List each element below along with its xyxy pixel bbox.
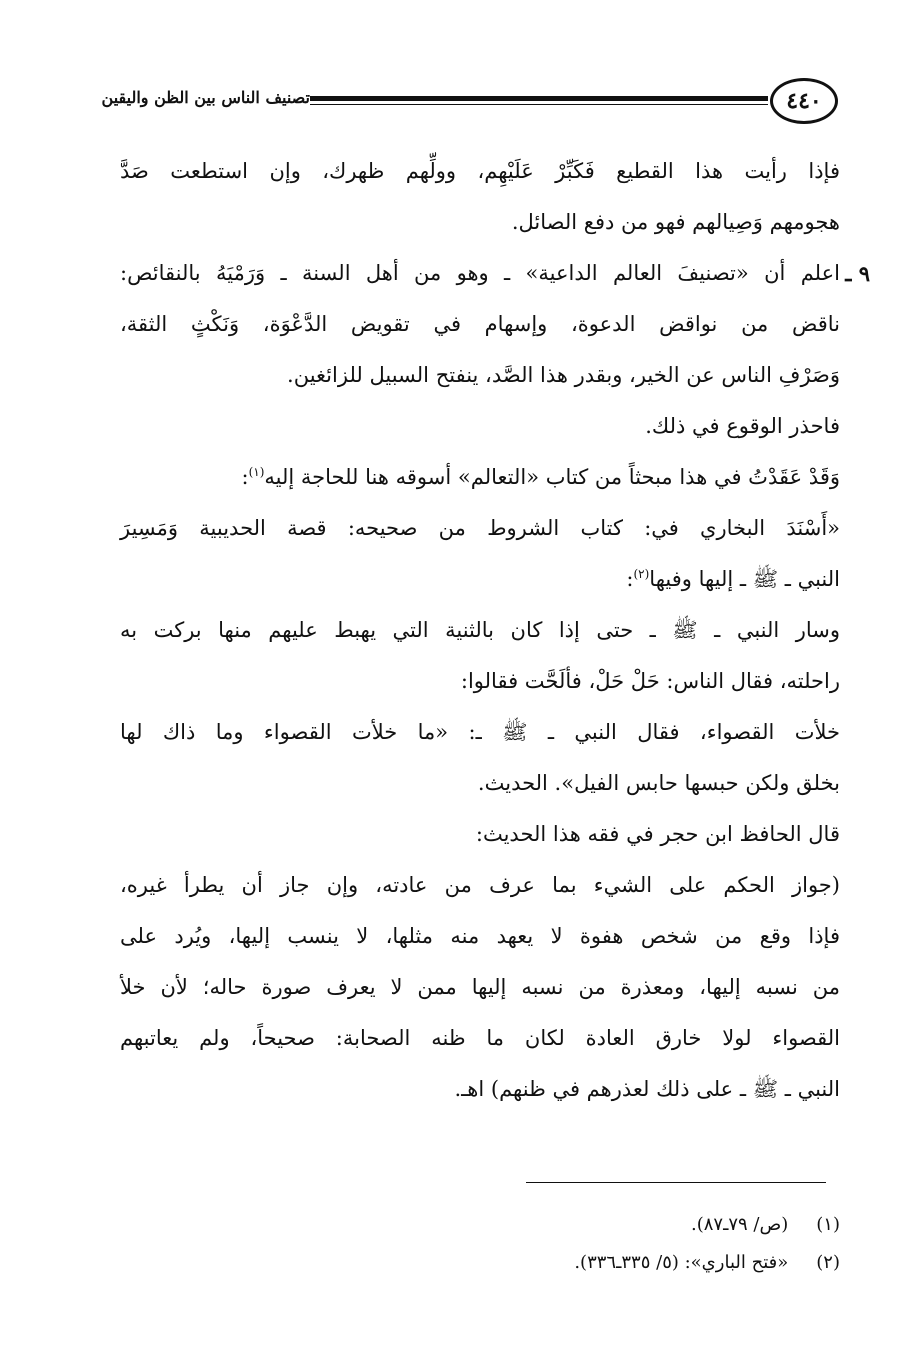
item-number: ٩ ـ <box>845 261 870 286</box>
text-line: وَقَدْ عَقَدْتُ في هذا مبحثاً من كتاب «التعالم» أسوقه هنا للحاجة إليه <box>264 465 840 489</box>
text-line: راحلته، فقال الناس: حَلْ حَلْ، فألَحَّت فقالوا: <box>460 669 840 693</box>
header-rule <box>310 96 768 106</box>
text-line: «أَسْنَدَ البخاري في: كتاب الشروط من صحيحه: قصة الحديبية وَمَسِيرَ <box>120 516 840 540</box>
text-line: ناقض من نواقض الدعوة، وإسهام في تقويض الدَّعْوَة، وَنَكْثٍ الثقة، <box>120 312 840 336</box>
text-line: فإذا رأيت هذا القطيع فَكَبِّرْ عَلَيْهِم، وولِّهم ظهرك، وإن استطعت صَدَّ <box>120 159 840 183</box>
text-line: اعلم أن «تصنيفَ العالم الداعية» ـ وهو من أهل السنة ـ وَرَمْيَهُ بالنقائص: <box>120 261 840 285</box>
text-line: بخلق ولكن حبسها حابس الفيل». الحديث. <box>477 771 840 795</box>
text-line: وسار النبي ـ ﷺ ـ حتى إذا كان بالثنية التي يهبط عليهم منها بركت به <box>120 618 840 642</box>
text-line-with-footnote <box>120 452 840 503</box>
footnote <box>120 1206 840 1244</box>
numbered-item-line <box>120 248 870 299</box>
footnote-text: «فتح الباري»: (٥/ ٣٣٥ـ٣٣٦). <box>574 1252 789 1273</box>
text-line: خلأت القصواء، فقال النبي ـ ﷺ ـ: «ما خلأت القصواء وما ذاك لها <box>120 720 840 744</box>
text-line: من نسبه إليها، ومعذرة من نسبه إليها ممن لا يعرف صورة حاله؛ لأن خلأ <box>120 975 840 999</box>
colon: : <box>241 465 249 489</box>
text-line: فاحذر الوقوع في ذلك. <box>645 414 840 438</box>
footnote <box>120 1244 840 1282</box>
text-line-with-footnote <box>120 554 840 605</box>
text-line: القصواء لولا خارق العادة لكان ما ظنه الصحابة: صحيحاً، ولم يعاتبهم <box>120 1026 840 1050</box>
text-line: وَصَرْفِ الناس عن الخير، وبقدر هذا الصَّد، ينفتح السبيل للزائغين. <box>287 363 840 387</box>
text-line: فإذا وقع من شخص هفوة لا يعهد منه مثلها، لا ينسب إليها، ويُرد على <box>120 924 840 948</box>
footnote-number: (٢) <box>816 1252 840 1273</box>
footnote-ref[interactable]: (١) <box>248 465 265 479</box>
footnote-number: (١) <box>816 1214 840 1235</box>
text-line: النبي ـ ﷺ ـ على ذلك لعذرهم في ظنهم) اهـ. <box>454 1077 840 1101</box>
body-text <box>120 146 870 1115</box>
page-header <box>101 78 838 130</box>
text-line: قال الحافظ ابن حجر في فقه هذا الحديث: <box>475 822 840 846</box>
footnote-separator <box>526 1182 826 1183</box>
text-line: النبي ـ ﷺ ـ إليها وفيها <box>649 567 840 591</box>
page-number: ٤٤٠ <box>770 78 838 124</box>
text-line: هجومهم وَصِيالهم فهو من دفع الصائل. <box>511 210 840 234</box>
footnotes <box>120 1206 840 1282</box>
footnote-text: (ص/ ٧٩ـ٨٧). <box>690 1214 789 1235</box>
running-title: تصنيف الناس بين الظن واليقين <box>101 88 310 107</box>
footnote-ref[interactable]: (٢) <box>633 567 650 581</box>
text-line: (جواز الحكم على الشيء بما عرف من عادته، وإن جاز أن يطرأ غيره، <box>120 873 840 897</box>
colon: : <box>626 567 634 591</box>
